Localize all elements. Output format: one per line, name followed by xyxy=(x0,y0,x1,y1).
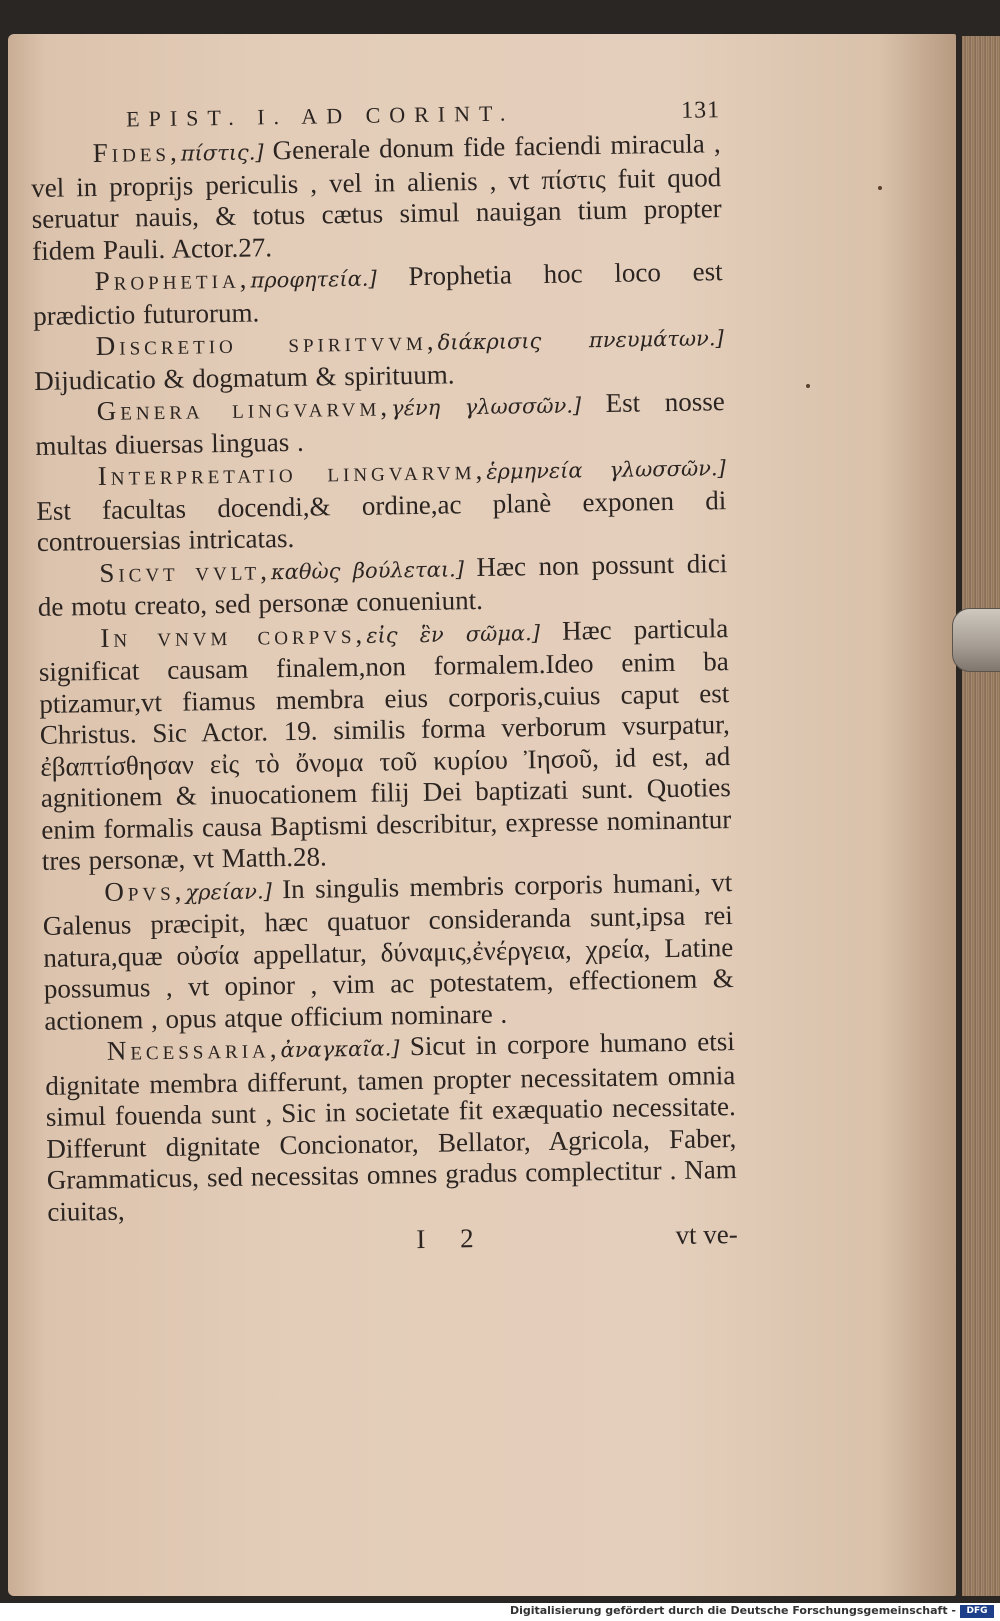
commentary-text: Hæc non possunt dici de motu creato, sed personæ conueniunt. xyxy=(37,547,728,622)
greek-term: ἀναγκαῖα.] xyxy=(280,1036,400,1063)
commentary-text: Est nosse multas diuersas linguas . xyxy=(35,386,725,461)
paragraph xyxy=(35,386,726,462)
commentary-text: Est facultas docendi,& ordine,ac planè exponen di controuersias intricatas. xyxy=(36,484,727,557)
paragraph xyxy=(37,548,728,624)
paragraph xyxy=(38,613,732,878)
commentary-text: In singulis membris corporis humani, vt Galenus præcipit, hæc quatuor consideranda sunt,ipsa rei natura,quæ οὐσία appellatur, δύναμις,ἐνέργεια, χρεία, Latine possumus , vt opinor , vim ac potestatem, effectionem & actionem , opus atque officium nominare . xyxy=(42,866,734,1036)
lemma: Genera lingvarvm, xyxy=(96,391,392,426)
running-title: EPIST. I. AD CORINT. xyxy=(125,100,515,132)
greek-term: προφητεία.] xyxy=(250,266,377,293)
greek-term: πίστις.] xyxy=(180,140,264,166)
paragraph xyxy=(45,1026,738,1228)
paper-spot xyxy=(878,186,882,190)
greek-term: καθὼς βούλεται.] xyxy=(270,556,465,584)
lemma: Prophetia, xyxy=(94,263,251,297)
greek-term: εἰς ἓν σῶμα.] xyxy=(366,620,541,648)
paragraph xyxy=(36,451,727,558)
signature-mark: I 2 xyxy=(416,1222,488,1255)
commentary-text: Hæc particula significat causam finalem,non formalem.Ideo enim ba ptizamur,vt fiamus membra eius corporis,cuius caput est Christus. Sic Actor. 19. similis forma verborum vsurpatur, ἐβαπτίσθησαν εἰς τὸ ὄνομα τοῦ κυρίου Ἰησοῦ, id est, ad agnitionem & inuocationem filij Dei baptizati sunt. Quoties enim formalis causa Baptismi describitur, expresse nominantur tres personæ, vt Matth.28. xyxy=(38,612,732,876)
paper-spot xyxy=(806,384,810,388)
lemma: Fides, xyxy=(92,136,181,169)
book-clasp xyxy=(952,608,1000,672)
paragraph xyxy=(34,321,725,397)
page-number: 131 xyxy=(680,97,721,124)
paragraph xyxy=(30,128,722,267)
page-text xyxy=(30,97,738,1261)
lemma: Opvs, xyxy=(104,875,186,907)
greek-term: διάκρισις πνευμάτων.] xyxy=(437,326,724,355)
catchword: vt ve- xyxy=(675,1219,739,1250)
commentary-text: Dijudicatio & dogmatum & spirituum. xyxy=(34,358,455,396)
dfg-logo: DFG xyxy=(960,1605,994,1618)
commentary-text: Generale donum fide faciendi miracula , vel in proprijs periculis , vel in alienis , vt πίστις fuit quod seruatur nauis, & totus cætus simul nauigan tium propter fidem Pauli. Actor.27. xyxy=(31,128,722,266)
lemma: Interpretatio lingvarvm, xyxy=(97,454,487,491)
greek-term: ἑρμηνεία γλωσσῶν.] xyxy=(486,456,726,484)
commentary-text: Sicut in corpore humano etsi dignitate membra differunt, tamen propter necessitatem omnia simul fouenda sunt , Sic in societate fit exæquatio necessitate. Differunt dignitate Concionator, Bellator, Agricola, Faber, Grammaticus, sed necessitas omnes gradus complectitur . Nam ciuitas, xyxy=(45,1026,737,1227)
lemma: Discretio spiritvvm, xyxy=(95,325,438,361)
paragraph xyxy=(42,867,734,1037)
greek-term: γένη γλωσσῶν.] xyxy=(390,393,582,421)
lemma: Sicvt vvlt, xyxy=(99,554,272,588)
digitization-credit: Digitalisierung gefördert durch die Deutsche Forschungsgemeinschaft - xyxy=(509,1604,956,1617)
paragraph xyxy=(32,256,723,332)
book-fore-edge xyxy=(962,36,1000,1596)
commentary-text: Prophetia hoc loco est prædictio futurorum. xyxy=(33,256,723,331)
lemma: Necessaria, xyxy=(106,1033,281,1066)
greek-term: χρείαν.] xyxy=(185,878,273,905)
lemma: In vnvm corpvs, xyxy=(100,618,367,653)
